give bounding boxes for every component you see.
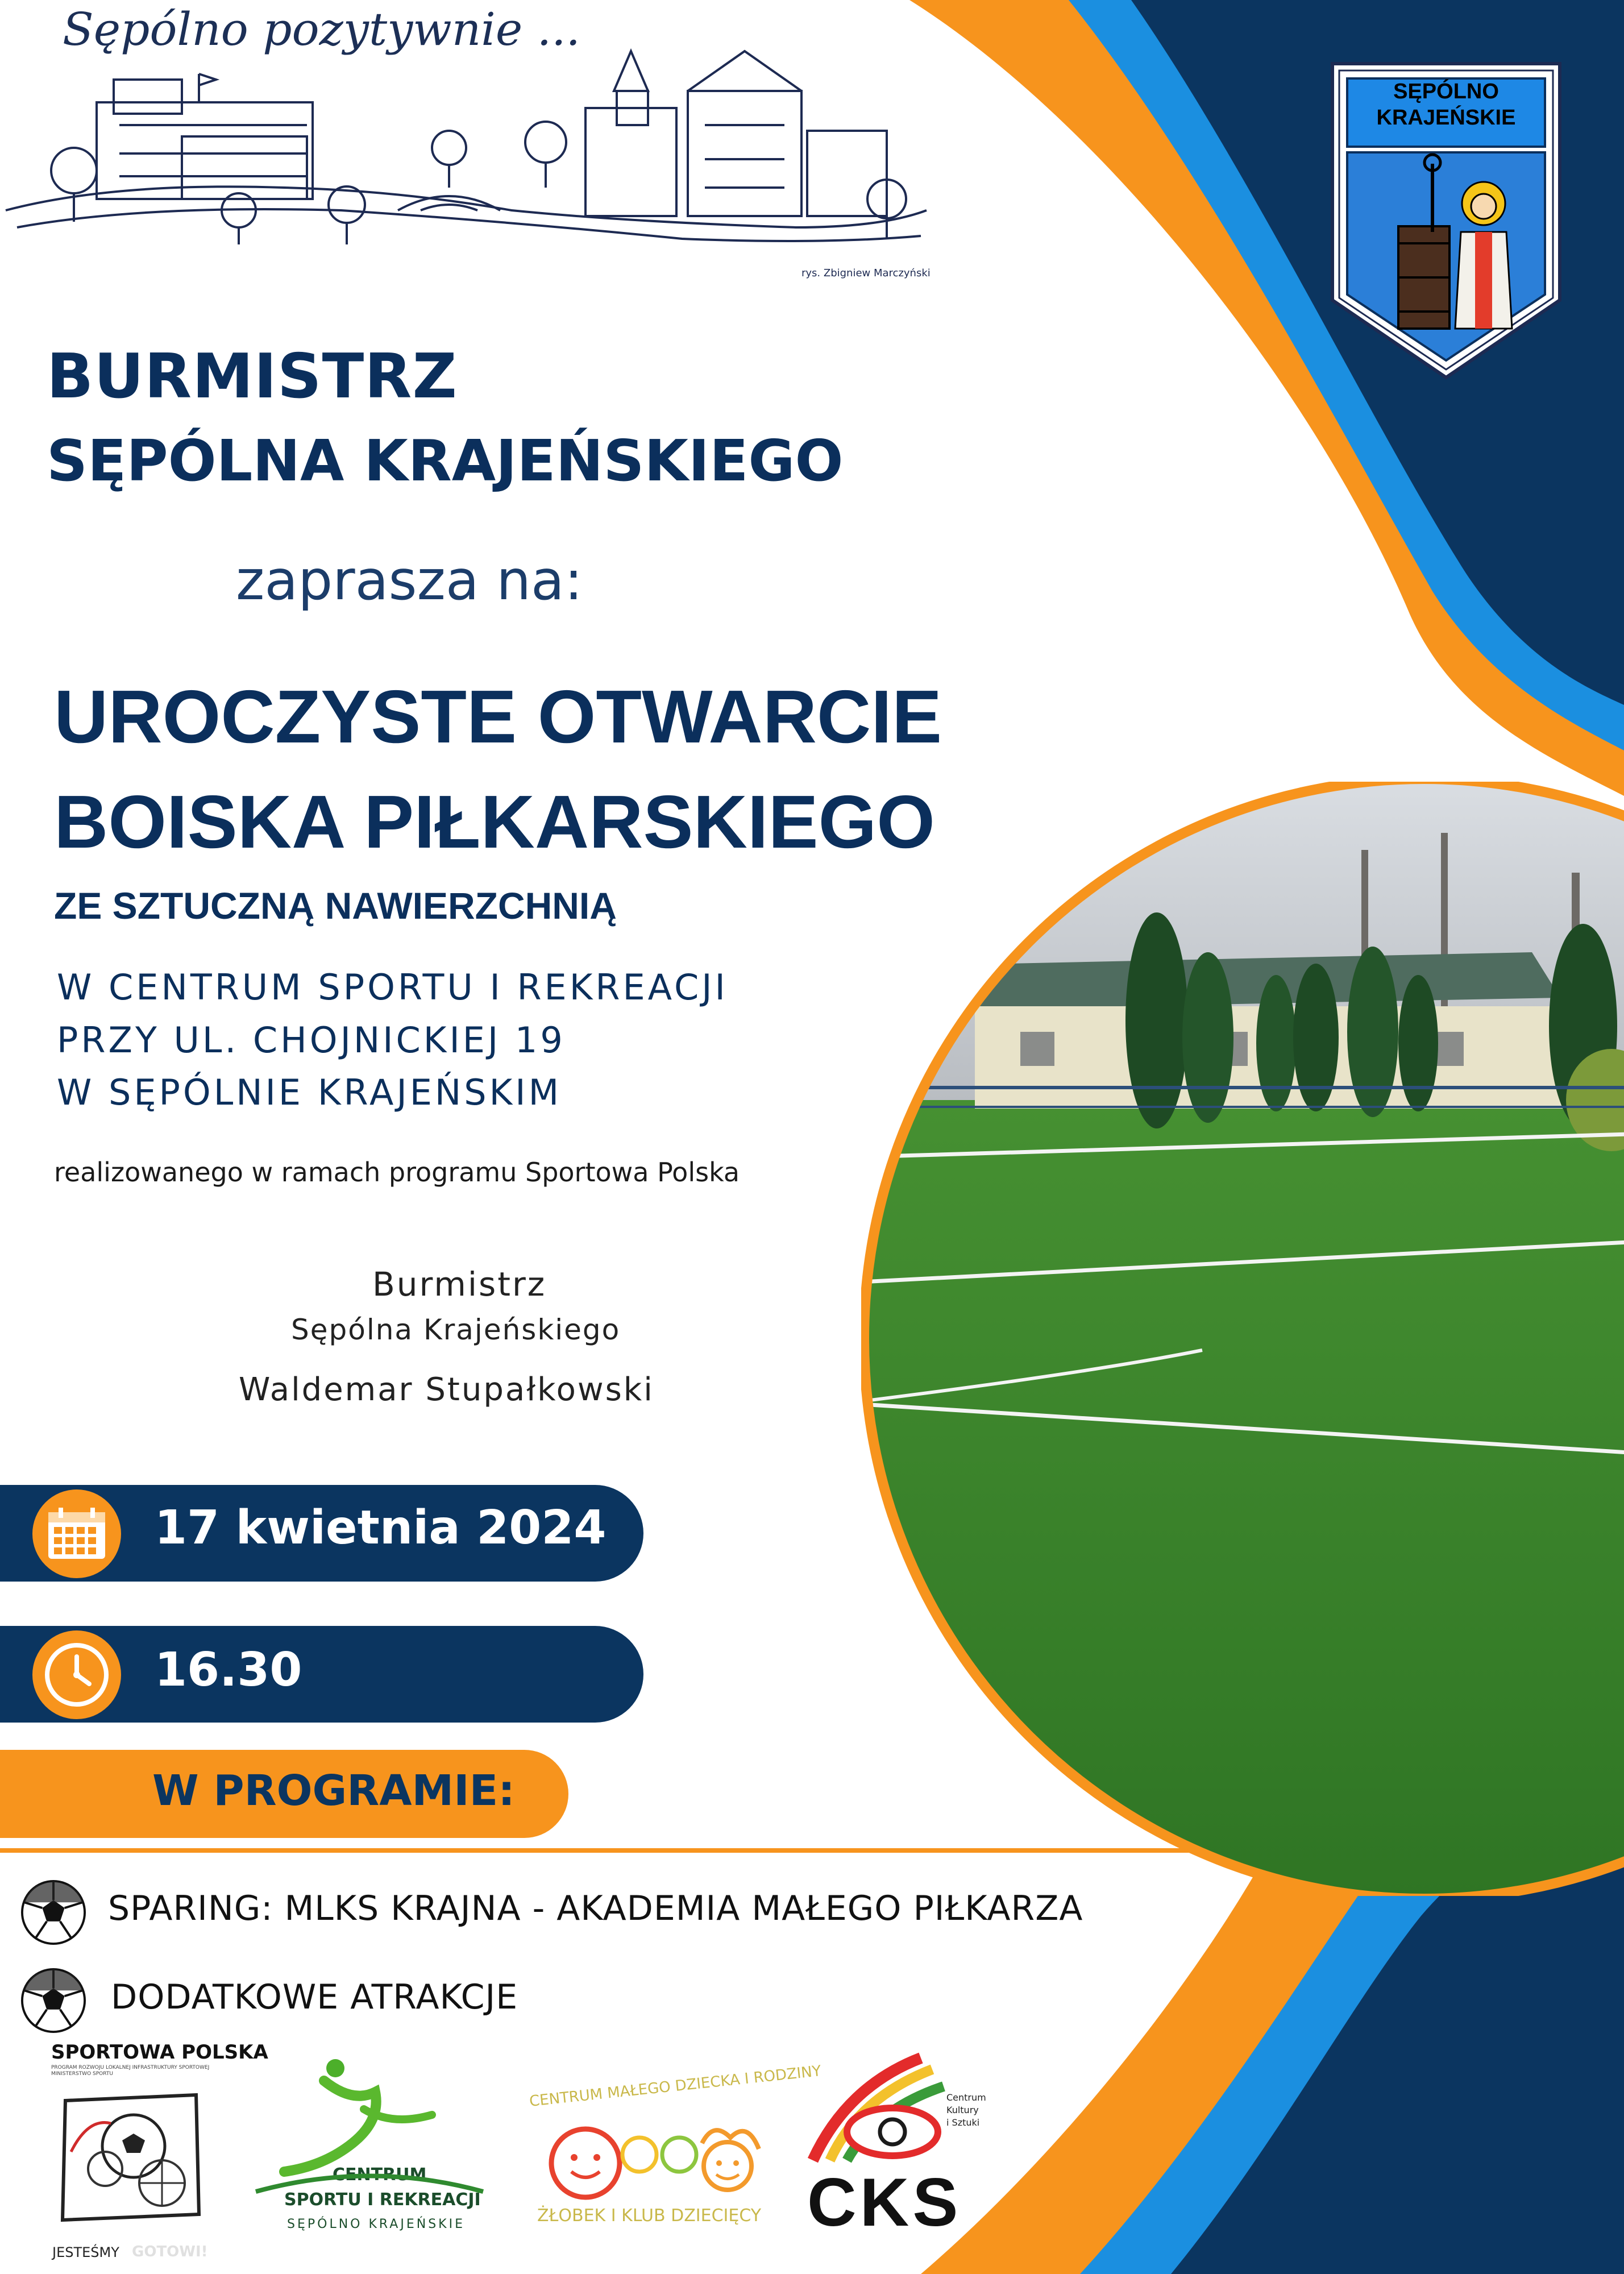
program-item-sparing: SPARING: MLKS KRAJNA - AKADEMIA MAŁEGO PIŁKARZA bbox=[108, 1889, 1083, 1928]
calendar-icon bbox=[31, 1488, 122, 1579]
invite-text: zaprasza na: bbox=[236, 549, 583, 612]
venue-line1: W CENTRUM SPORTU I REKREACJI bbox=[57, 966, 728, 1008]
program-item-attractions: DODATKOWE ATRAKCJE bbox=[111, 1977, 518, 2017]
cks-line2: Kultury bbox=[946, 2105, 979, 2115]
event-time: 16.30 bbox=[155, 1643, 302, 1697]
csir-line3: SĘPÓLNO KRAJEŃSKIE bbox=[287, 2217, 465, 2231]
venue-line3: W SĘPÓLNIE KRAJEŃSKIM bbox=[57, 1072, 562, 1113]
program-heading: W PROGRAMIE: bbox=[152, 1766, 515, 1815]
event-date: 17 kwietnia 2024 bbox=[155, 1501, 607, 1555]
signature-office: Sępólna Krajeńskiego bbox=[291, 1313, 621, 1346]
clock-icon bbox=[31, 1629, 122, 1720]
football-icon bbox=[20, 1967, 87, 2034]
cks-letters: CKS bbox=[807, 2164, 962, 2240]
football-icon bbox=[20, 1879, 87, 1946]
cks-line3: i Sztuki bbox=[946, 2117, 980, 2128]
sportowa-polska-sub: PROGRAM ROZWOJU LOKALNEJ INFRASTRUKTURY SPORTOWEJ MINISTERSTWO SPORTU bbox=[51, 2065, 210, 2077]
town-sketch bbox=[0, 40, 932, 279]
invite-line2: SĘPÓLNA KRAJEŃSKIEGO bbox=[47, 428, 844, 494]
sketch-credit: rys. Zbigniew Marczyński bbox=[801, 267, 931, 279]
crest-name-line1: SĘPÓLNO bbox=[1393, 80, 1499, 103]
signature-name: Waldemar Stupałkowski bbox=[239, 1371, 654, 1408]
cmd-arc-text: CENTRUM MAŁEGO DZIECKA I RODZINY bbox=[528, 2063, 823, 2110]
sportowa-polska-tag1: JESTEŚMY bbox=[52, 2244, 119, 2260]
event-title-line2: BOISKA PIŁKARSKIEGO bbox=[54, 780, 935, 864]
invite-line1: BURMISTRZ bbox=[47, 341, 458, 412]
field-photo bbox=[861, 782, 1624, 1896]
sportowa-polska-tag2: GOTOWI! bbox=[132, 2243, 208, 2260]
sportowa-polska-title: SPORTOWA POLSKA bbox=[51, 2041, 268, 2064]
cks-line1: Centrum bbox=[946, 2092, 986, 2103]
cmd-bottom-text: ŻŁOBEK I KLUB DZIECIĘCY bbox=[537, 2206, 762, 2226]
crest-name-line2: KRAJEŃSKIE bbox=[1376, 106, 1516, 130]
cmd-children-faces-logo bbox=[543, 2109, 782, 2206]
signature-role: Burmistrz bbox=[372, 1265, 547, 1304]
sportowa-polska-logo bbox=[54, 2084, 210, 2231]
event-subtitle: ZE SZTUCZNĄ NAWIERZCHNIĄ bbox=[54, 885, 617, 927]
venue-line2: PRZY UL. CHOJNICKIEJ 19 bbox=[57, 1019, 566, 1061]
event-title-line1: UROCZYSTE OTWARCIE bbox=[54, 675, 942, 758]
csir-line2: SPORTU I REKREACJI bbox=[284, 2190, 481, 2210]
program-note: realizowanego w ramach programu Sportowa Polska bbox=[54, 1157, 740, 1188]
csir-line1: CENTRUM bbox=[333, 2165, 427, 2185]
cks-logo bbox=[807, 2052, 966, 2166]
header-slogan: Sępólno pozytywnie ... bbox=[63, 3, 580, 56]
csir-logo bbox=[250, 2058, 489, 2200]
